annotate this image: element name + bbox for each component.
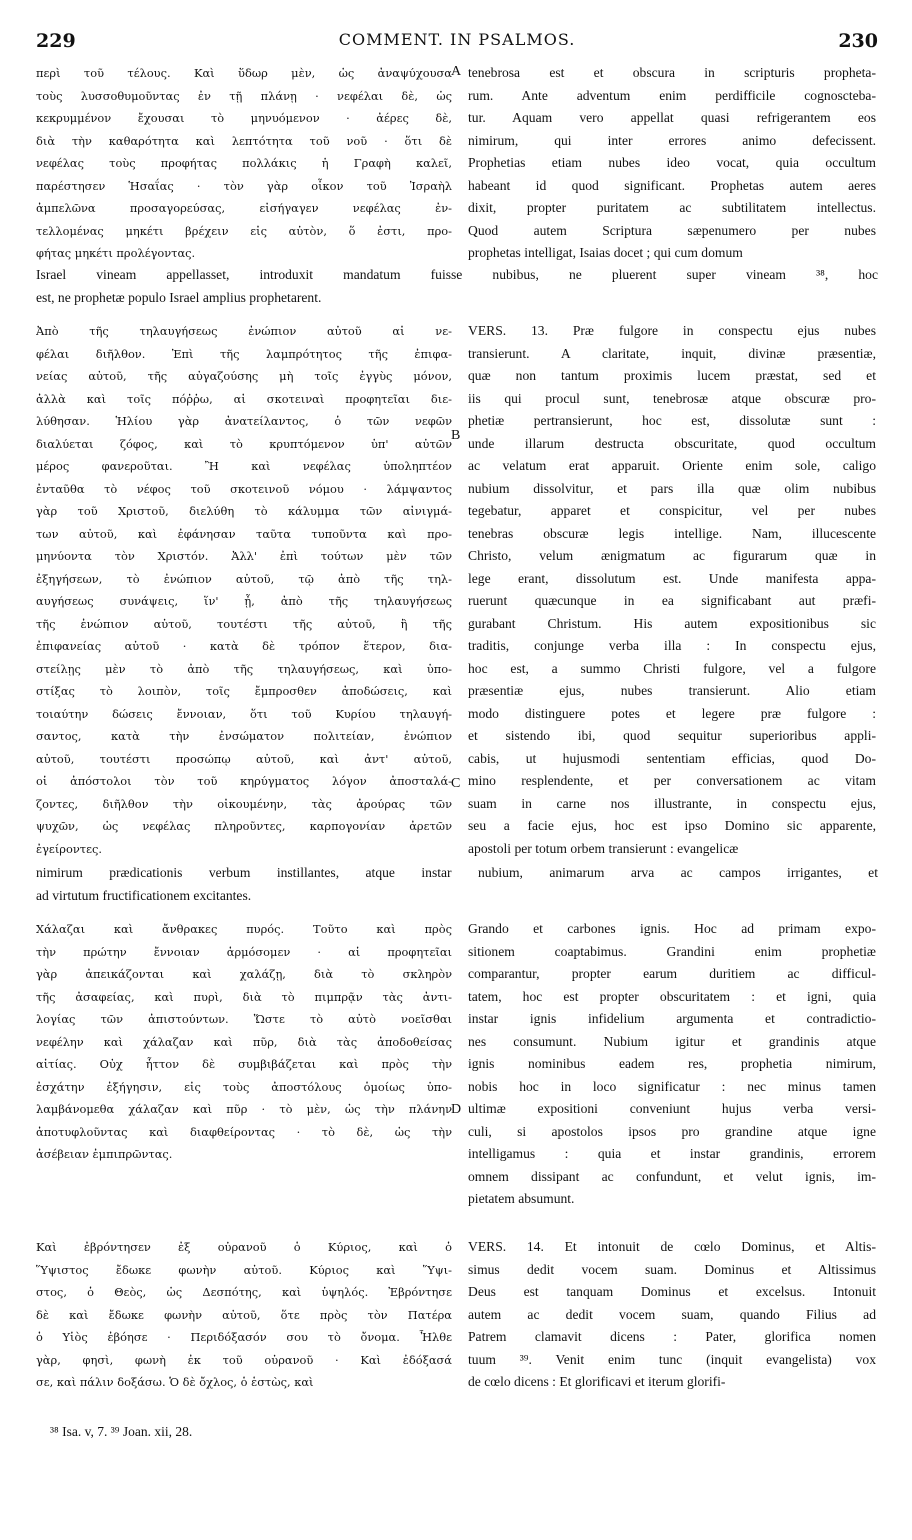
text-line: αυγήσεως συνάψεις, ἵν' ᾖ, ἀπὸ τῆς τηλαυγήσεως bbox=[36, 594, 452, 608]
text-line: νεφέλην καὶ χάλαζαν καὶ πῦρ, διὰ τὰς ἀποδοθείσας bbox=[36, 1034, 452, 1049]
text-line: τοὺς λυσσοθυμοῦντας ἐν τῇ πλάνῃ · νεφέλαι δὲ, ὡς bbox=[36, 88, 452, 103]
text-line: intelligamus : quia et instar grandinis, errorem bbox=[468, 1146, 876, 1161]
text-line: ὁ Υἱὸς ἐβόησε · Περιδόξασόν σου τὸ ὄνομα. Ἦλθε bbox=[36, 1330, 452, 1344]
text-line: Χάλαζαι καὶ ἄνθρακες πυρός. Τοῦτο καὶ πρὸς bbox=[36, 922, 452, 936]
text-line: Ὕψιστος ἔδωκε φωνὴν αὐτοῦ. Κύριος καὶ Ὕψι- bbox=[36, 1262, 452, 1277]
margin-marker-c: C bbox=[451, 776, 461, 791]
text-line: νείας αὐτοῦ, τῆς αὐγαζούσης μὴ τοῖς ἐγγὺς μόνον, bbox=[36, 369, 452, 383]
text-line: ἐνταῦθα τὸ νέφος τοῦ σκοτεινοῦ νόμου · λάμψαντος bbox=[36, 481, 452, 496]
text-line: tuum ³⁹. Venit enim tunc (inquit evangelista) vox bbox=[468, 1351, 876, 1367]
text-line: mino resplendente, et per conversationem ac vitam bbox=[468, 773, 876, 788]
text-line: ad virtutum fructificationem excitantes. bbox=[36, 887, 252, 903]
text-line: τελλομένας μηκέτι βρέχειν εἰς αὐτὸν, ὅ ἐστι, προ- bbox=[36, 223, 452, 238]
margin-marker-d: D bbox=[451, 1102, 462, 1117]
text-line: lege erant, dissolutum est. Unde manifesta appa- bbox=[468, 570, 876, 586]
text-line: αἰτίας. Οὐχ ἧττον δὲ συμβιβάζεται καὶ πρὸς τὴν bbox=[36, 1057, 452, 1071]
full-width-latin-block2 bbox=[36, 862, 878, 907]
text-line: ἐξηγήσεων, τὸ ἐνώπιον αὐτοῦ, τῷ ἀπὸ τῆς τηλ- bbox=[36, 571, 452, 586]
footnotes: ³⁸ Isa. v, 7. ³⁹ Joan. xii, 28. bbox=[50, 1424, 193, 1439]
full-width-latin-block1 bbox=[36, 264, 878, 309]
text-line: nimirum, qui inter errores animo defecissent. bbox=[468, 132, 876, 148]
text-line: gurabant Christum. His autem expositionibus sic bbox=[468, 615, 876, 631]
text-line: στος, ὁ Θεὸς, ὡς Δεσπότης, καὶ ὑψηλός. Ἐβρόντησε bbox=[36, 1285, 452, 1299]
text-line: iis qui procul sunt, tenebrosæ atque obscuræ pro- bbox=[468, 390, 876, 406]
text-line: γὰρ τοῦ Χριστοῦ, διελύθη τὸ κάλυμμα τῶν αἰνιγμά- bbox=[36, 504, 452, 518]
text-line: habeant id quod significant. Prophetas autem aeres bbox=[468, 177, 876, 193]
text-line: Prophetias etiam nubes ideo vocat, quia occultum bbox=[468, 155, 876, 170]
text-line: VERS. 14. Et intonuit de cœlo Dominus, et Altis- bbox=[468, 1239, 876, 1254]
greek-column-block3 bbox=[36, 918, 452, 1166]
text-line: autem ac dedit vocem suam, quando Filius ad bbox=[468, 1306, 876, 1322]
text-line: στείλῃς μὲν τὸ ἀπὸ τῆς τηλαυγήσεως, καὶ ὑπο- bbox=[36, 661, 452, 676]
text-line: omnem dissipant ac confundunt, et velut ignis, im- bbox=[468, 1168, 876, 1184]
text-line: tenebras obscuræ legis intellige. Nam, illucescente bbox=[468, 525, 876, 541]
text-line: οἱ ἀπόστολοι τὸν τοῦ κηρύγματος λόγον ἀποσταλά- bbox=[36, 774, 452, 788]
text-line: modo distinguere potes et legere præ fulgore : bbox=[468, 705, 876, 721]
text-line: ἐπιφανείας αὐτοῦ · κατὰ δὲ τρόπον ἕτερον, δια- bbox=[36, 639, 452, 653]
text-line: των αὐτοῦ, καὶ ἐφάνησαν ταῦτα τυποῦντα καὶ προ- bbox=[36, 526, 452, 541]
text-line: ac velatum erat apparuit. Oriente enim sole, caligo bbox=[468, 458, 876, 473]
text-line: λαμβάνομεθα χάλαζαν καὶ πῦρ · τὸ μὲν, ὡς τὴν πλάνην bbox=[36, 1102, 452, 1116]
text-line: Ἀπὸ τῆς τηλαυγήσεως ἐνώπιον αὐτοῦ αἱ νε- bbox=[36, 324, 452, 338]
text-line: τῆς ἐνώπιον αὐτοῦ, τουτέστι τῆς αὐτοῦ, ἢ τῆς bbox=[36, 616, 452, 631]
margin-marker-a: A bbox=[451, 64, 462, 79]
text-line: traditis, conjunge verba illa : In conspectu ejus, bbox=[468, 638, 876, 653]
text-line: Patrem clamavit dicens : Pater, glorifica nomen bbox=[468, 1329, 876, 1344]
text-line: σαντος, κατὰ τὴν ἐνσώματον πολιτείαν, ἐνώπιον bbox=[36, 729, 452, 743]
text-line: διὰ τὴν καθαρότητα καὶ λεπτότητα τοῦ νοῦ · ὅτι δὲ bbox=[36, 133, 452, 148]
text-line: φήτας μηκέτι προλέγοντας. bbox=[36, 246, 196, 260]
text-line: στίξας τὸ λοιπὸν, τοῖς ἔμπροσθεν ἀποδώσεις, καὶ bbox=[36, 684, 452, 698]
running-title: COMMENT. IN PSALMOS. bbox=[338, 30, 576, 49]
text-line: ψυχῶν, ὡς νεφέλας πληροῦντες, καρπογονίαν ἀρετῶν bbox=[36, 819, 452, 833]
latin-column-block1 bbox=[468, 62, 876, 265]
text-line: transierunt. A claritate, inquit, divinæ præsentiæ, bbox=[468, 345, 876, 361]
text-line: ζοντες, διῆλθον τὴν οἰκουμένην, τὰς ἀρούρας τῶν bbox=[36, 796, 452, 811]
text-line: ἀποτυφλοῦντας καὶ διαφθείροντας · τὸ δὲ, ὡς τὴν bbox=[36, 1124, 452, 1139]
text-line: nobis hoc in loco significatur : nec minus tamen bbox=[468, 1078, 876, 1094]
text-line: γὰρ ἀπεικάζονται καὶ χαλάζῃ, διὰ τὸ σκληρὸν bbox=[36, 967, 452, 981]
margin-marker-b: B bbox=[451, 428, 461, 443]
text-line: τὴν πρώτην ἔννοιαν ἁρμόσομεν · αἱ προφητεῖαι bbox=[36, 944, 452, 959]
text-line: μηνύοντα τὸν Χριστόν. Ἀλλ' ἐπὶ τούτων μὲν τῶν bbox=[36, 549, 452, 563]
text-line: αὐτοῦ, τουτέστι προσώπῳ αὐτοῦ, καὶ ἀντ' αὐτοῦ, bbox=[36, 751, 452, 766]
text-line: comparantur, propter earum duritiem ac difficul- bbox=[468, 966, 876, 981]
latin-column-block3 bbox=[468, 918, 876, 1211]
text-line: nubium dissolvitur, et pars illa quæ olim nubibus bbox=[468, 480, 876, 496]
page-number-left: 229 bbox=[36, 30, 76, 52]
text-line: δὲ καὶ ἔδωκε φωνὴν αὐτοῦ, ὅτε πρὸς τὸν Πατέρα bbox=[36, 1307, 452, 1322]
text-line: cabis, ut hujusmodi sententiam efficias, quod Do- bbox=[468, 750, 876, 766]
greek-column-block4 bbox=[36, 1236, 452, 1394]
text-line: λογίας τῶν ἀπιστούντων. Ὥστε τὸ αὐτὸ νοεῖσθαι bbox=[36, 1012, 452, 1026]
text-line: ignis nominibus eadem res, prophetia nimirum, bbox=[468, 1056, 876, 1071]
page-header bbox=[36, 30, 878, 56]
text-line: instar ignis infidelium argumenta et contradictio- bbox=[468, 1011, 876, 1026]
page-number-right: 230 bbox=[838, 30, 878, 52]
text-line: διαλύεται ζόφος, καὶ τὸ κρυπτόμενον ὑπ' αὐτῶν bbox=[36, 436, 452, 451]
text-line: Israel vineam appellasset, introduxit mandatum fuisse nubibus, ne pluerent super vineam ³⁸, hoc bbox=[36, 267, 878, 282]
text-line: VERS. 13. Præ fulgore in conspectu ejus nubes bbox=[468, 323, 876, 338]
text-line: γὰρ, φησὶ, φωνὴ ἐκ τοῦ οὐρανοῦ · Καὶ ἐδόξασά bbox=[36, 1352, 452, 1367]
text-line: λύθησαν. Ἡλίου γὰρ ἀνατείλαντος, ὁ τῶν νεφῶν bbox=[36, 414, 452, 428]
text-line: μέρος φανεροῦται. Ἢ καὶ νεφέλας ὑποληπτέον bbox=[36, 459, 452, 473]
text-line: rum. Ante adventum enim perdifficile cognoscteba- bbox=[468, 87, 876, 103]
text-line: simus dedit vocem suam. Dominus et Altissimus bbox=[468, 1261, 876, 1277]
text-line: ἐσχάτην ἐξήγησιν, εἰς τοὺς ἀποστόλους ὁμοίως ὑπο- bbox=[36, 1079, 452, 1094]
text-line: phetiæ pertransierunt, hoc est, dissolutæ sunt : bbox=[468, 413, 876, 428]
text-line: τοιαύτην δώσεις ἔννοιαν, ὅτι τοῦ Κυρίου τηλαυγή- bbox=[36, 706, 452, 721]
text-line: παρέστησεν Ἡσαΐας · τὸν γὰρ οἶκον τοῦ Ἰσραὴλ bbox=[36, 178, 452, 193]
text-line: nes consumunt. Nubium igitur et grandinis atque bbox=[468, 1033, 876, 1049]
latin-column-block2 bbox=[468, 320, 876, 860]
text-line: suam in carne nos illustrante, in conspectu ejus, bbox=[468, 795, 876, 811]
text-line: dixit, propter puritatem ac subtilitatem intellectus. bbox=[468, 200, 876, 215]
text-line: unde illarum destructa obscuritate, quod occultum bbox=[468, 435, 876, 451]
text-line: est, ne prophetæ populo Israel amplius prophetarent. bbox=[36, 289, 322, 305]
text-line: ἀλλὰ καὶ τοῖς πόῤῥω, αἱ σκοτειναὶ προφητεῖαι διε- bbox=[36, 391, 452, 406]
text-line: σε, καὶ πάλιν δοξάσω. Ὁ δὲ ὄχλος, ὁ ἑστὼς, καὶ bbox=[36, 1375, 314, 1389]
greek-column-block1 bbox=[36, 62, 452, 265]
text-line: κεκρυμμένον ἔχουσαι τὸ μηνυόμενον · ἀέρες δὲ, bbox=[36, 111, 452, 125]
text-line: ἐγείροντες. bbox=[36, 841, 102, 856]
text-line: pietatem absumunt. bbox=[468, 1191, 575, 1206]
text-line: Deus est tanquam Dominus et excelsus. Intonuit bbox=[468, 1284, 876, 1299]
text-line: Grando et carbones ignis. Hoc ad primam expo- bbox=[468, 921, 876, 936]
text-line: tatem, hoc est propter obscuritatem : et igni, quia bbox=[468, 988, 876, 1004]
text-line: nimirum prædicationis verbum instillantes, atque instar nubium, animarum arva ac campos irrigantes, et bbox=[36, 865, 878, 880]
text-line: Καὶ ἐβρόντησεν ἐξ οὐρανοῦ ὁ Κύριος, καὶ ὁ bbox=[36, 1240, 452, 1254]
text-line: seu a facie ejus, hoc est ipso Domino sic apparente, bbox=[468, 818, 876, 833]
greek-column-block2 bbox=[36, 320, 452, 860]
text-line: culi, si apostolos ipsos pro grandine atque igne bbox=[468, 1123, 876, 1139]
text-line: φέλαι διῆλθον. Ἐπὶ τῆς λαμπρότητος τῆς ἐπιφα- bbox=[36, 346, 452, 361]
text-line: tenebrosa est et obscura in scripturis propheta- bbox=[468, 65, 876, 80]
text-line: Christo, velum ænigmatum ac figurarum quæ in bbox=[468, 548, 876, 563]
text-line: νεφέλας τοὺς προφήτας πολλάκις ἡ Γραφὴ καλεῖ, bbox=[36, 156, 452, 170]
text-line: ἀσέβειαν ἐμπιπρῶντας. bbox=[36, 1147, 173, 1161]
text-line: sitionem coaptabimus. Grandini enim prophetiæ bbox=[468, 943, 876, 959]
latin-column-block4 bbox=[468, 1236, 876, 1394]
text-line: apostoli per totum orbem transierunt : evangelicæ bbox=[468, 840, 739, 856]
text-line: tegebatur, apparet et conspicitur, vel per nubes bbox=[468, 503, 876, 518]
text-line: ruerunt quæcunque in ea significabant aut præfi- bbox=[468, 593, 876, 608]
text-line: tur. Aquam vero appellat quasi refrigerantem eos bbox=[468, 110, 876, 125]
text-line: hoc est, a summo Christi fulgore, vel a fulgore bbox=[468, 660, 876, 676]
text-line: et sistendo ibi, quod sequitur superioribus appli- bbox=[468, 728, 876, 743]
text-line: prophetas intelligat, Isaias docet ; qui cum domum bbox=[468, 245, 743, 260]
text-line: ἀμπελῶνα προσαγορεύσας, εἰσήγαγεν νεφέλας ἐν- bbox=[36, 201, 452, 215]
text-line: quæ non tantum proximis lucem præstat, sed et bbox=[468, 368, 876, 383]
text-line: præsentiæ ejus, nubes transierunt. Alio etiam bbox=[468, 683, 876, 698]
text-line: περὶ τοῦ τέλους. Καὶ ὕδωρ μὲν, ὡς ἀναψύχουσα bbox=[36, 66, 452, 80]
text-line: ultimæ expositioni conveniunt hujus verba versi- bbox=[468, 1101, 876, 1116]
text-line: de cœlo dicens : Et glorificavi et iterum glorifi- bbox=[468, 1374, 726, 1389]
text-line: Quod autem Scriptura sæpenumero per nubes bbox=[468, 222, 876, 238]
text-line: τῆς ἀσαφείας, καὶ πυρὶ, διὰ τὸ πιμπρᾷν τὰς ἀντι- bbox=[36, 989, 452, 1004]
